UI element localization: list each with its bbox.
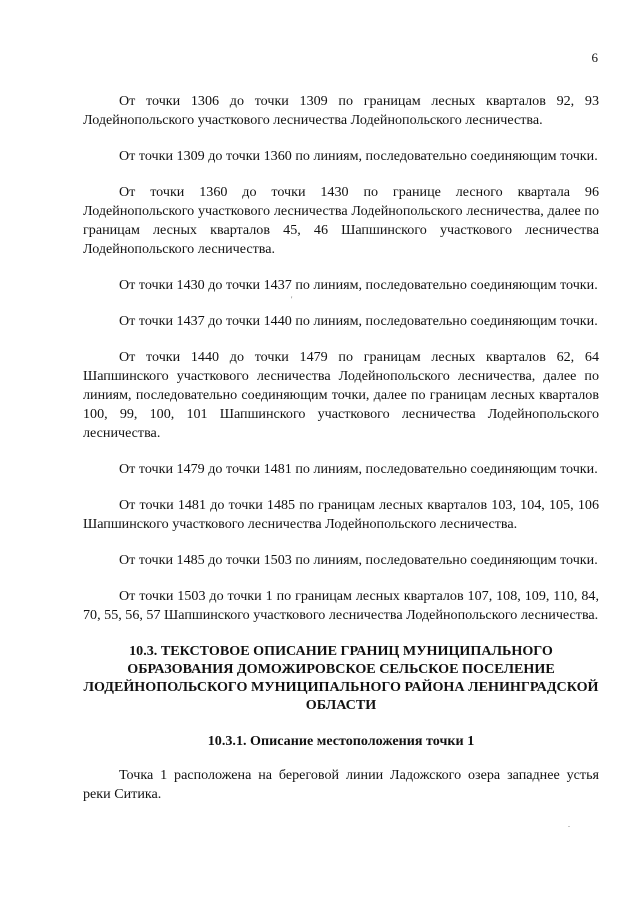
paragraph-1360-1430: От точки 1360 до точки 1430 по границе лесного квартала 96 Лодейнопольского участкового лесничества Лодейнопольского лесничества, далее по границам лесных кварталов 45, 46 Шапшинского участкового лесничества Лодейнопольского лесничества.: [83, 184, 599, 257]
paragraph-point-1: Точка 1 расположена на береговой линии Ладожского озера западнее устья реки Ситика.: [83, 767, 599, 802]
scan-speck: ': [291, 295, 293, 304]
paragraph-1437-1440: От точки 1437 до точки 1440 по линиям, последовательно соединяющим точки.: [119, 313, 598, 329]
sub-heading: 10.3.1. Описание местоположения точки 1: [207, 733, 475, 749]
paragraph-1485-1503: От точки 1485 до точки 1503 по линиям, последовательно соединяющим точки.: [119, 552, 598, 568]
paragraph-1306-1309: От точки 1306 до точки 1309 по границам лесных кварталов 92, 93 Лодейнопольского участкового лесничества Лодейнопольского лесничества.: [83, 93, 599, 128]
paragraph-1440-1479: От точки 1440 до точки 1479 по границам лесных кварталов 62, 64 Шапшинского участкового лесничества Лодейнопольского лесничества, далее по линиям, последовательно соединяющим точки, далее по границам лесных кварталов 100, 99, 100, 101 Шапшинского участкового лесничества Лодейнопольского лесничества.: [83, 349, 599, 441]
scan-speck: .: [568, 820, 570, 829]
paragraph-1309-1360: От точки 1309 до точки 1360 по линиям, последовательно соединяющим точки.: [119, 148, 598, 164]
paragraph-1479-1481: От точки 1479 до точки 1481 по линиям, последовательно соединяющим точки.: [119, 461, 598, 477]
document-body: [83, 92, 599, 821]
page-number: 6: [591, 50, 598, 65]
paragraph-1430-1437: От точки 1430 до точки 1437 по линиям, последовательно соединяющим точки.: [119, 277, 598, 293]
paragraph-1503-1: От точки 1503 до точки 1 по границам лесных кварталов 107, 108, 109, 110, 84, 70, 55, 56, 57 Шапшинского участкового лесничества Лодейнопольского лесничества.: [83, 588, 599, 623]
paragraph-1481-1485: От точки 1481 до точки 1485 по границам лесных кварталов 103, 104, 105, 106 Шапшинского участкового лесничества Лодейнопольского лесничества.: [83, 497, 599, 532]
section-heading: 10.3. ТЕКСТОВОЕ ОПИСАНИЕ ГРАНИЦ МУНИЦИПАЛЬНОГО ОБРАЗОВАНИЯ ДОМОЖИРОВСКОЕ СЕЛЬСКОЕ ПОСЕЛЕНИЕ ЛОДЕЙНОПОЛЬСКОГО МУНИЦИПАЛЬНОГО РАЙОНА ЛЕНИНГРАДСКОЙ ОБЛАСТИ: [83, 643, 599, 713]
